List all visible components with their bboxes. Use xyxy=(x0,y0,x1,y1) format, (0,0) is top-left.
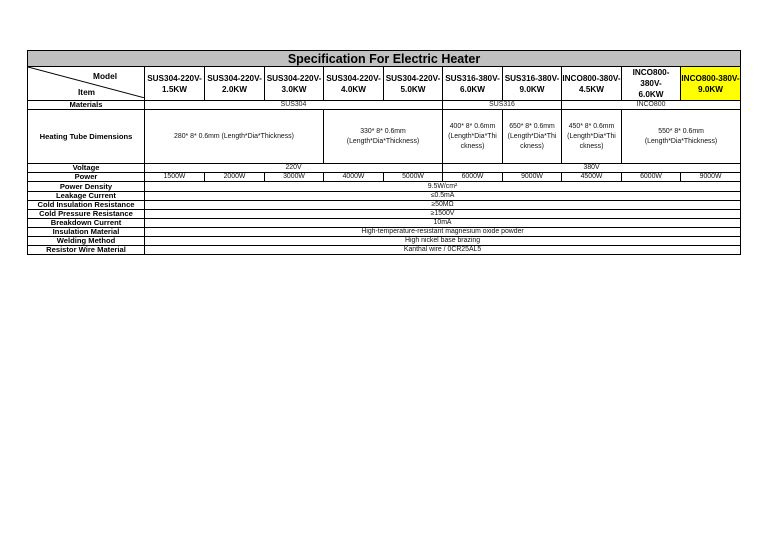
power-value: 2000W xyxy=(205,173,265,182)
row-label: Power xyxy=(28,173,145,182)
tube-value: 650* 8* 0.6mm (Length*Dia*Thi ckness) xyxy=(503,110,562,164)
row-label: Cold Pressure Resistance xyxy=(28,210,145,219)
model-header: SUS304-220V- 5.0KW xyxy=(384,67,443,101)
voltage-value: 220V xyxy=(145,164,443,173)
insulation-material-row xyxy=(28,228,741,237)
power-value: 4000W xyxy=(324,173,384,182)
row-label: Cold Insulation Resistance xyxy=(28,201,145,210)
leakage-row xyxy=(28,192,741,201)
header-row xyxy=(28,67,741,101)
row-label: Materials xyxy=(28,101,145,110)
row-label: Breakdown Current xyxy=(28,219,145,228)
row-label: Insulation Material xyxy=(28,228,145,237)
model-item-header xyxy=(28,67,145,101)
row-label: Power Density xyxy=(28,182,145,192)
voltage-row xyxy=(28,164,741,173)
model-header-highlighted: INCO800-380V- 9.0KW xyxy=(681,67,741,101)
insulation-material-value: High-temperature-resistant magnesium oxide powder xyxy=(145,228,741,237)
row-label: Resistor Wire Material xyxy=(28,246,145,255)
welding-value: High nickel base brazing xyxy=(145,237,741,246)
cold-insulation-row xyxy=(28,201,741,210)
breakdown-row xyxy=(28,219,741,228)
welding-row xyxy=(28,237,741,246)
power-value: 3000W xyxy=(265,173,324,182)
wire-row xyxy=(28,246,741,255)
row-label: Heating Tube Dimensions xyxy=(28,110,145,164)
row-label: Leakage Current xyxy=(28,192,145,201)
model-header: SUS316-380V- 9.0KW xyxy=(503,67,562,101)
power-value: 6000W xyxy=(622,173,681,182)
material-value: SUS316 xyxy=(443,101,562,110)
tube-value: 330* 8* 0.6mm (Length*Dia*Thickness) xyxy=(324,110,443,164)
model-header: SUS304-220V- 1.5KW xyxy=(145,67,205,101)
tube-dimensions-row xyxy=(28,110,741,164)
power-row xyxy=(28,173,741,182)
breakdown-value: 10mA xyxy=(145,219,741,228)
tube-value: 400* 8* 0.6mm (Length*Dia*Thi ckness) xyxy=(443,110,503,164)
model-header: SUS304-220V- 4.0KW xyxy=(324,67,384,101)
model-label: Model xyxy=(93,71,117,81)
power-density-value: 9.5W/cm² xyxy=(145,182,741,192)
materials-row xyxy=(28,101,741,110)
power-value: 9000W xyxy=(681,173,741,182)
power-value: 5000W xyxy=(384,173,443,182)
leakage-value: ≤0.5mA xyxy=(145,192,741,201)
cold-pressure-row xyxy=(28,210,741,219)
power-value: 1500W xyxy=(145,173,205,182)
table-title: Specification For Electric Heater xyxy=(28,51,741,67)
model-header: SUS316-380V- 6.0KW xyxy=(443,67,503,101)
model-header: SUS304-220V- 2.0KW xyxy=(205,67,265,101)
row-label: Voltage xyxy=(28,164,145,173)
power-value: 6000W xyxy=(443,173,503,182)
wire-value: Kanthal wire / 0CR25AL5 xyxy=(145,246,741,255)
model-header: SUS304-220V- 3.0KW xyxy=(265,67,324,101)
power-value: 4500W xyxy=(562,173,622,182)
tube-value: 280* 8* 0.6mm (Length*Dia*Thickness) xyxy=(145,110,324,164)
tube-value: 450* 8* 0.6mm (Length*Dia*Thi ckness) xyxy=(562,110,622,164)
material-value: INCO800 xyxy=(562,101,741,110)
power-value: 9000W xyxy=(503,173,562,182)
model-header: INCO800-380V- 6.0KW xyxy=(622,67,681,101)
cold-pressure-value: ≥1500V xyxy=(145,210,741,219)
row-label: Welding Method xyxy=(28,237,145,246)
power-density-row xyxy=(28,182,741,192)
voltage-value: 380V xyxy=(443,164,741,173)
model-header: INCO800-380V- 4.5KW xyxy=(562,67,622,101)
spec-table xyxy=(27,50,741,255)
tube-value: 550* 8* 0.6mm (Length*Dia*Thickness) xyxy=(622,110,741,164)
material-value: SUS304 xyxy=(145,101,443,110)
cold-insulation-value: ≥50MΩ xyxy=(145,201,741,210)
item-label: Item xyxy=(78,87,96,97)
